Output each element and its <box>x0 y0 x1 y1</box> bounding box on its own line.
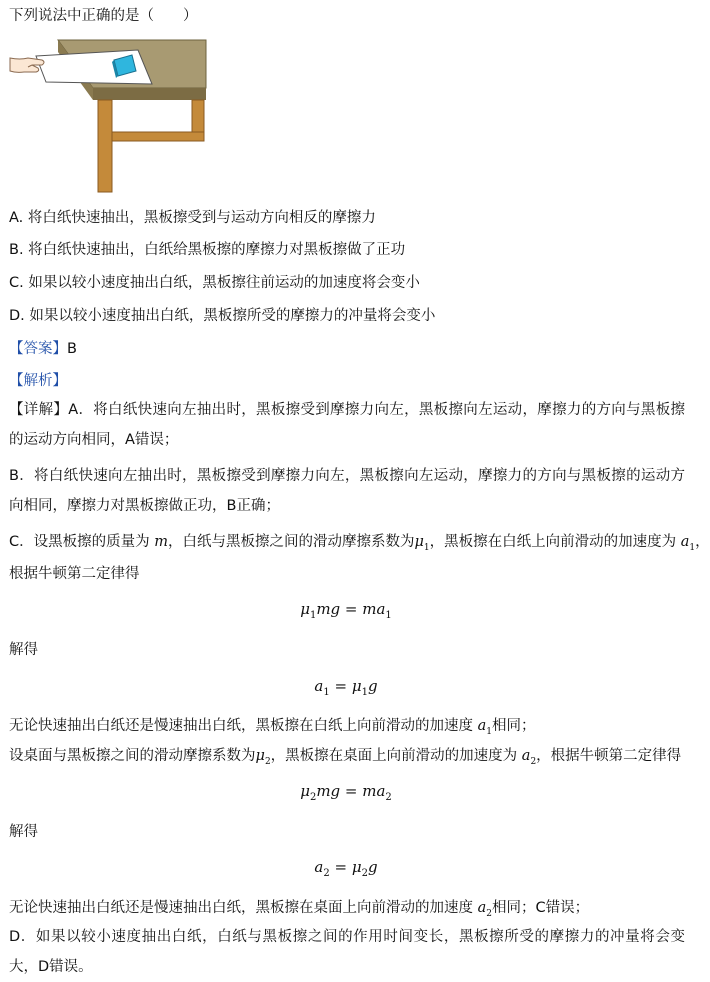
symbol-a1-inline: $a_1$ <box>477 718 492 737</box>
detail-c-part4: ， <box>695 534 710 550</box>
detail-c-line2: 根据牛顿第二定律得 <box>9 566 140 582</box>
symbol-a2-inline: $a_2$ <box>477 900 492 919</box>
answer-line <box>9 337 77 358</box>
equation-4: $a_2 = \mu_2g$ <box>314 858 378 879</box>
symbol-mu1: $\mu_1$ <box>414 534 430 553</box>
equation-1: $\mu_1mg = ma_1$ <box>300 600 392 621</box>
symbol-m: m <box>154 534 168 550</box>
option-d: D. 如果以较小速度抽出白纸，黑板擦所受的摩擦力的冲量将会变小 <box>9 308 436 324</box>
table-edge <box>93 88 206 100</box>
detail-c-part2: ，白纸与黑板擦之间的滑动摩擦系数为 <box>167 534 415 550</box>
detail-b-paragraph: B．将白纸快速向左抽出时，黑板擦受到摩擦力向左，黑板擦向左运动，摩擦力的方向与黑板擦的运动方向相同，摩擦力对黑板擦做正功，B正确； <box>9 468 685 514</box>
detail-d-paragraph: D．如果以较小速度抽出白纸，白纸与黑板擦之间的作用时间变长，黑板擦所受的摩擦力的冲量将会变大，D错误。 <box>9 929 685 975</box>
symbol-mu2: $\mu_2$ <box>255 748 271 767</box>
option-a: A. 将白纸快速抽出，黑板擦受到与运动方向相反的摩擦力 <box>9 210 376 226</box>
detail-c-conclusion: 无论快速抽出白纸还是慢速抽出白纸，黑板擦在白纸上向前滑动的加速度 $a_1$相同； <box>9 718 536 737</box>
detail-c-final: 无论快速抽出白纸还是慢速抽出白纸，黑板擦在桌面上向前滑动的加速度 $a_2$相同；C错误； <box>9 900 590 919</box>
table-with-paper-and-eraser-illustration <box>10 38 210 193</box>
analysis-label: 【解析】 <box>9 373 67 389</box>
detail-label: 【详解】 <box>9 402 69 418</box>
question-stem: 下列说法中正确的是（ ） <box>9 8 198 24</box>
symbol-a2: $a_2$ <box>521 748 537 767</box>
option-c: C. 如果以较小速度抽出白纸，黑板擦往前运动的加速度将会变小 <box>9 275 420 291</box>
solve-label-2: 解得 <box>9 824 38 840</box>
answer-value: B <box>67 341 77 357</box>
table-crossbar <box>112 132 204 141</box>
detail-a-text: A．将白纸快速向左抽出时，黑板擦受到摩擦力向左，黑板擦向左运动，摩擦力的方向与黑板擦的运动方向相同，A错误； <box>9 402 686 448</box>
detail-c-part1: C．设黑板擦的质量为 <box>9 534 150 550</box>
answer-label: 【答案】 <box>9 341 67 357</box>
option-b: B. 将白纸快速抽出，白纸给黑板擦的摩擦力对黑板擦做了正功 <box>9 242 406 258</box>
detail-c-desk: 设桌面与黑板擦之间的滑动摩擦系数为$\mu_2$，黑板擦在桌面上向前滑动的加速度为 $a_2$，根据牛顿第二定律得 <box>9 748 682 767</box>
table-leg-front <box>98 100 112 192</box>
equation-2: $a_1 = \mu_1g$ <box>314 677 378 698</box>
solve-label-1: 解得 <box>9 642 38 658</box>
hand-icon <box>10 58 44 72</box>
symbol-a1: $a_1$ <box>680 534 696 553</box>
detail-c-part3: ，黑板擦在白纸上向前滑动的加速度为 <box>429 534 677 550</box>
detail-c-line1 <box>9 530 710 553</box>
detail-a-paragraph <box>9 395 685 455</box>
equation-3: $\mu_2mg = ma_2$ <box>300 782 392 803</box>
